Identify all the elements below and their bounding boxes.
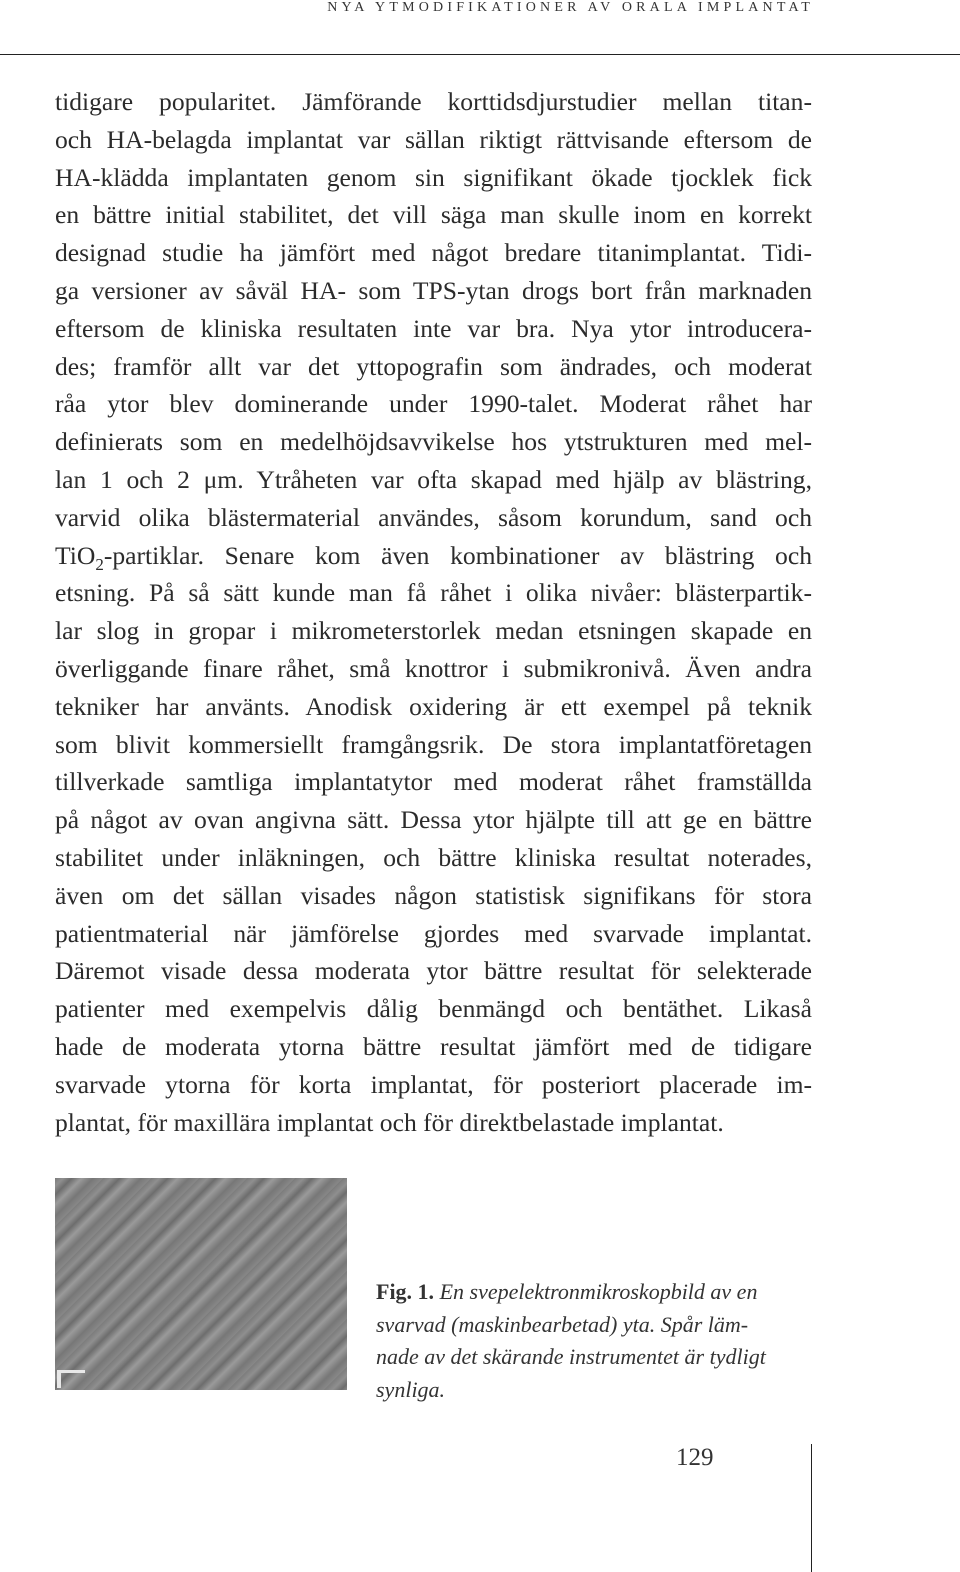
scale-marker <box>57 1370 85 1388</box>
margin-rule <box>811 1444 812 1572</box>
body-line: tillverkade samtliga implantatytor med moderat råhet framställda <box>55 767 812 797</box>
body-line: och HA-belagda implantat var sällan riktigt rättvisande eftersom de <box>55 124 812 154</box>
body-line: definierats som en medelhöjdsavvikelse hos ytstrukturen med mel- <box>55 427 812 457</box>
body-line: ga versioner av såväl HA- som TPS-ytan drogs bort från marknaden <box>55 275 812 305</box>
caption-line <box>376 1276 816 1309</box>
tio2-subscript: 2 <box>95 554 104 574</box>
caption-line: synliga. <box>376 1376 446 1402</box>
body-paragraph <box>55 83 812 1141</box>
running-header: NYA YTMODIFIKATIONER AV ORALA IMPLANTAT <box>327 0 814 15</box>
figure-label: Fig. 1. <box>376 1279 435 1304</box>
header-rule <box>0 54 960 55</box>
body-line: en bättre initial stabilitet, det vill säga man skulle inom en korrekt <box>55 200 812 230</box>
body-line: på något av ovan angivna sätt. Dessa ytor hjälpte till att ge en bättre <box>55 805 812 835</box>
body-line: des; framför allt var det yttopografin som ändrades, och moderat <box>55 351 812 381</box>
tio2-formula <box>55 540 104 574</box>
body-line: etsning. På så sätt kunde man få råhet i olika nivåer: blästerpartik- <box>55 578 812 608</box>
body-line: patienter med exempelvis dålig benmängd och bentäthet. Likaså <box>55 994 812 1024</box>
body-line: hade de moderata ytorna bättre resultat jämfört med de tidigare <box>55 1031 812 1061</box>
body-line: patientmaterial när jämförelse gjordes med svarvade implantat. <box>55 918 812 948</box>
body-line: varvid olika blästermaterial användes, såsom korundum, sand och <box>55 502 812 532</box>
caption-line: nade av det skärande instrumentet är tydligt <box>376 1344 766 1369</box>
body-line: som blivit kommersiellt framgångsrik. De stora implantatföretagen <box>55 729 812 759</box>
body-line: stabilitet under inläkningen, och bättre kliniska resultat noterades, <box>55 842 812 872</box>
sem-micrograph-image <box>55 1178 347 1390</box>
body-line-last: plantat, för maxillära implantat och för direktbelastade implantat. <box>55 1107 724 1137</box>
body-line: tidigare popularitet. Jämförande korttidsdjurstudier mellan titan- <box>55 87 812 116</box>
page-number: 129 <box>676 1444 714 1471</box>
figure-caption <box>376 1276 816 1406</box>
body-line: eftersom de kliniska resultaten inte var bra. Nya ytor introducera- <box>55 313 812 343</box>
body-line: råa ytor blev dominerande under 1990-talet. Moderat råhet har <box>55 389 812 419</box>
tio2-base: TiO <box>55 540 96 570</box>
body-line: tekniker har använts. Anodisk oxidering är ett exempel på teknik <box>55 691 812 721</box>
caption-line: svarvad (maskinbearbetad) yta. Spår läm- <box>376 1311 749 1337</box>
body-line: Däremot visade dessa moderata ytor bättre resultat för selekterade <box>55 956 812 986</box>
body-line: lar slog in gropar i mikrometerstorlek medan etsningen skapade en <box>55 616 812 646</box>
caption-text: En svepelektronmikroskopbild av en <box>434 1279 758 1304</box>
body-line: överliggande finare råhet, små knottror i submikronivå. Även andra <box>55 653 812 683</box>
body-line: även om det sällan visades någon statistisk signifikans för stora <box>55 880 812 910</box>
body-line: svarvade ytorna för korta implantat, för posteriort placerade im- <box>55 1069 812 1099</box>
body-line-tio2 <box>55 537 812 575</box>
body-line: designad studie ha jämfört med något bredare titanimplantat. Tidi- <box>55 238 812 268</box>
body-line: HA-klädda implantaten genom sin signifikant ökade tjocklek fick <box>55 162 812 192</box>
body-line-rest: -partiklar. Senare kom även kombinationer av blästring och <box>103 540 812 570</box>
body-line: lan 1 och 2 μm. Ytråheten var ofta skapad med hjälp av blästring, <box>55 464 812 494</box>
